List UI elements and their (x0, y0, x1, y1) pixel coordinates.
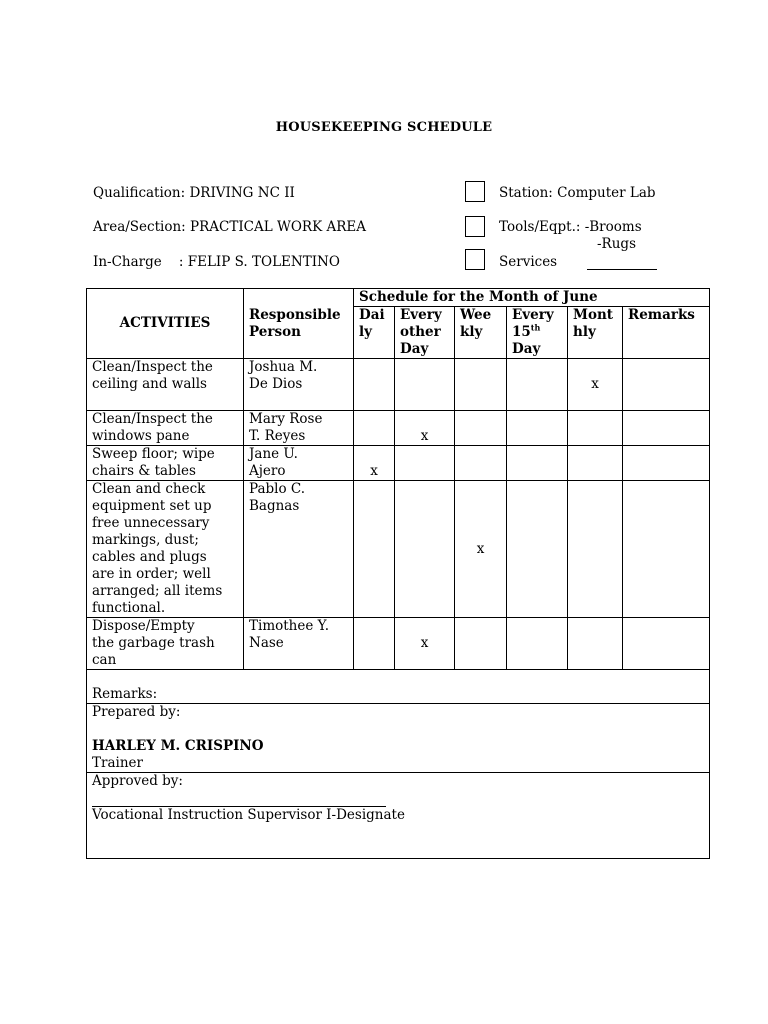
table-row (87, 411, 710, 446)
person-cell: Jane U. Ajero (244, 446, 354, 481)
tools-text-2: -Rugs (597, 236, 636, 252)
weekly-mark: x (455, 481, 507, 618)
every-other-day-mark: x (395, 411, 455, 446)
prepared-by-name: HARLEY M. CRISPINO (92, 738, 264, 754)
station-checkbox[interactable] (465, 181, 485, 202)
daily-mark: x (354, 446, 395, 481)
table-row (87, 359, 710, 411)
header-remarks: Remarks (623, 307, 710, 359)
services-blank-line (587, 257, 657, 270)
header-every-other-day: Every other Day (395, 307, 455, 359)
header-activities: ACTIVITIES (87, 289, 244, 359)
prepared-by-section (87, 704, 710, 773)
person-cell: Timothee Y. Nase (244, 618, 354, 670)
approved-by-section (87, 773, 710, 859)
person-cell: Joshua M. De Dios (244, 359, 354, 411)
person-cell: Pablo C. Bagnas (244, 481, 354, 618)
header-monthly: Mont hly (568, 307, 623, 359)
signature-line (92, 790, 386, 807)
schedule-table (86, 288, 710, 859)
table-row (87, 618, 710, 670)
table-row (87, 481, 710, 618)
station-text: Station: Computer Lab (499, 185, 656, 201)
services-checkbox[interactable] (465, 249, 485, 270)
document-title: HOUSEKEEPING SCHEDULE (275, 120, 493, 135)
table-row (87, 446, 710, 481)
activity-cell: Dispose/Empty the garbage trash can (87, 618, 244, 670)
activity-cell: Clean and check equipment set up free unnecessary markings, dust; cables and plugs are in order; well arranged; all items functional. (87, 481, 244, 618)
monthly-mark: x (568, 359, 623, 411)
prepared-by-role: Trainer (92, 755, 143, 771)
header-every-15th-day: Every 15th Day (507, 307, 568, 359)
header-schedule-month: Schedule for the Month of June (354, 289, 710, 307)
in-charge-text: In-Charge : FELIP S. TOLENTINO (93, 254, 340, 270)
tools-text: Tools/Eqpt.: -Brooms (499, 219, 642, 235)
header-daily: Dai ly (354, 307, 395, 359)
services-label: Services (499, 254, 558, 270)
qualification-text: Qualification: DRIVING NC II (93, 185, 295, 201)
activity-cell: Clean/Inspect the ceiling and walls (87, 359, 244, 411)
person-cell: Mary Rose T. Reyes (244, 411, 354, 446)
activity-cell: Sweep floor; wipe chairs & tables (87, 446, 244, 481)
area-section-text: Area/Section: PRACTICAL WORK AREA (93, 219, 366, 235)
every-other-day-mark: x (395, 618, 455, 670)
approved-by-label: Approved by: (92, 773, 183, 789)
approved-by-role: Vocational Instruction Supervisor I-Designate (92, 807, 405, 823)
prepared-by-label: Prepared by: (92, 704, 181, 720)
header-responsible-person: Responsible Person (244, 289, 354, 359)
activity-cell: Clean/Inspect the windows pane (87, 411, 244, 446)
remarks-field[interactable]: Remarks: (87, 670, 710, 704)
tools-checkbox[interactable] (465, 216, 485, 237)
header-weekly: Wee kly (455, 307, 507, 359)
services-text (499, 254, 657, 270)
